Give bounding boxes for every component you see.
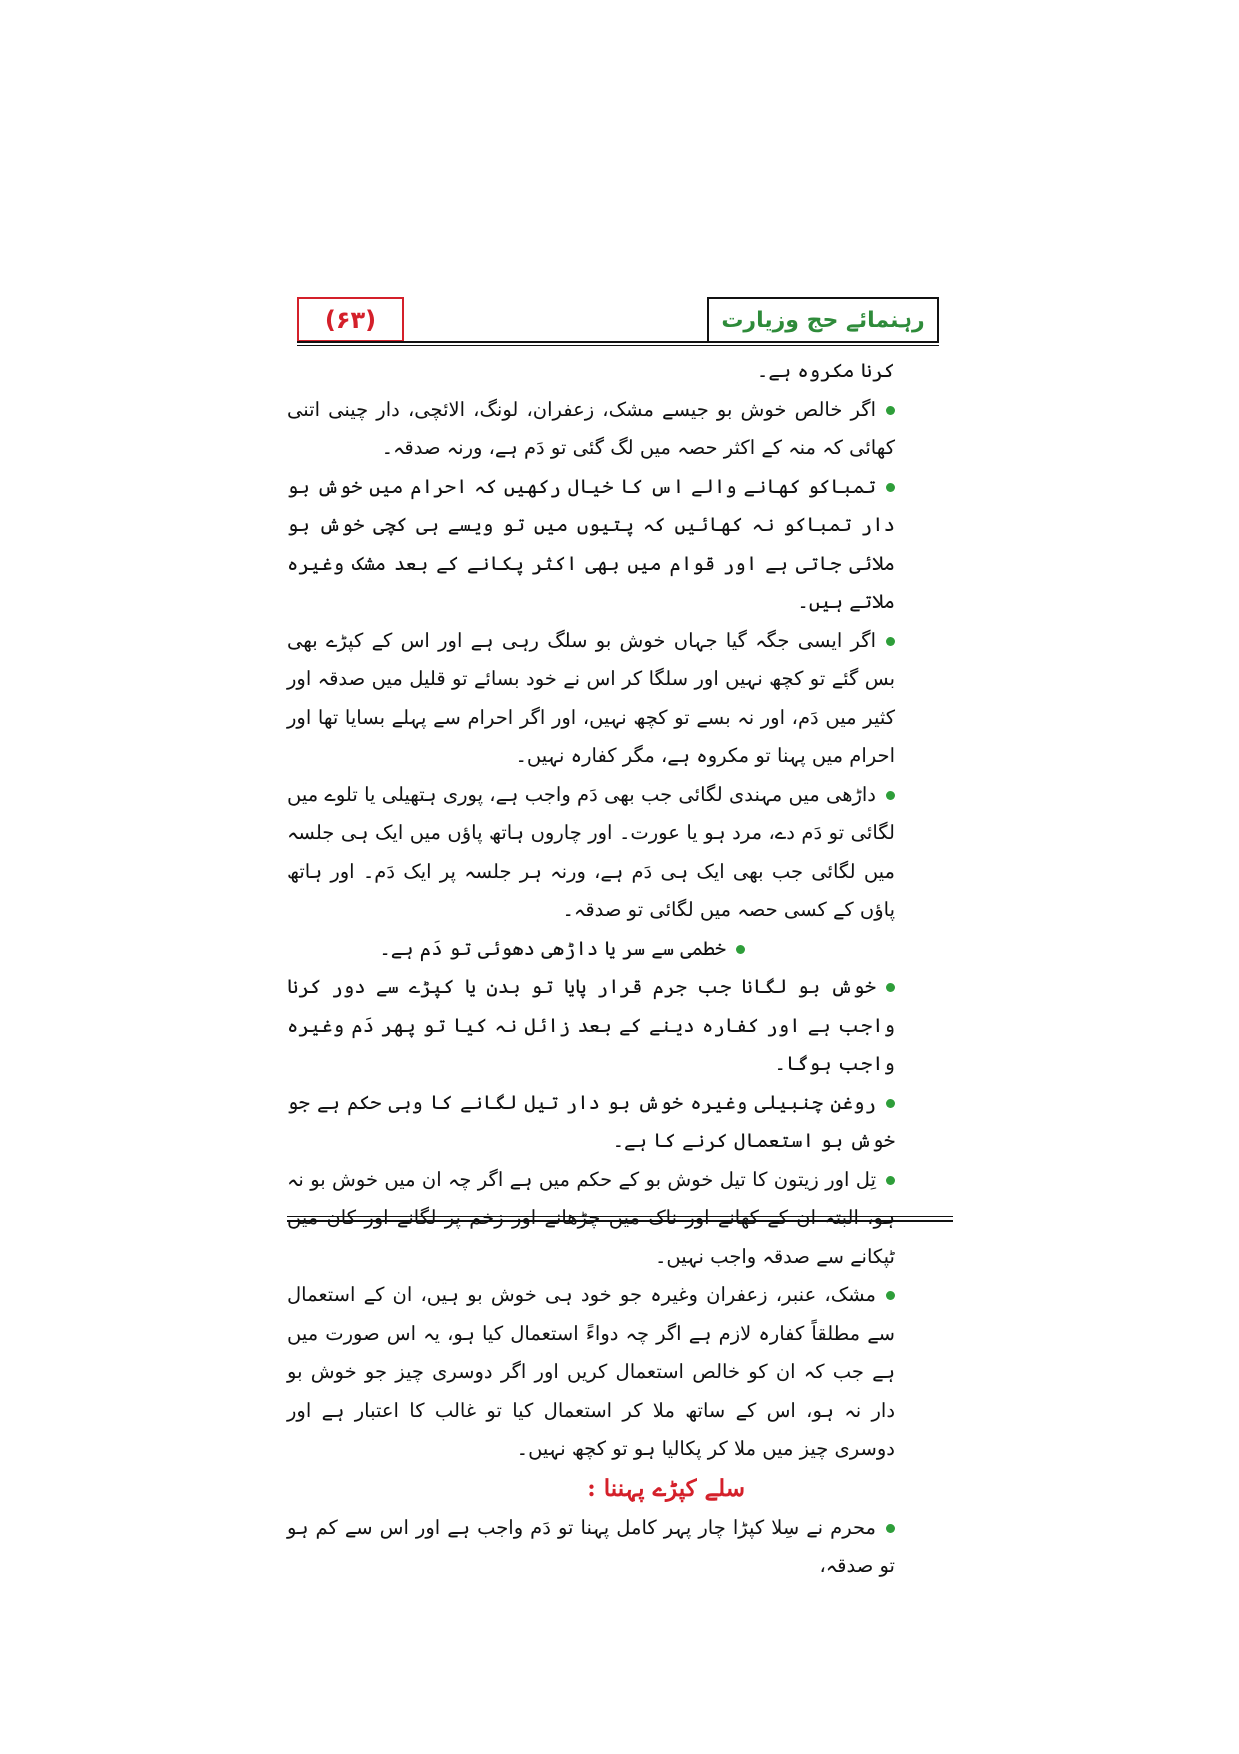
footer-rule xyxy=(287,1220,953,1222)
paragraph-text: تمباکو کھانے والے اس کا خیال رکھیں کہ احرام میں خوش بو دار تمباکو نہ کھائیں کہ پتیوں میں تو ویسے ہی کچی خوش بو ملائی جاتی ہے اور قوام میں بھی اکثر پکانے کے بعد مشک وغیرہ ملاتے ہیں۔ xyxy=(287,474,895,613)
paragraph-text: اگر ایسی جگہ گیا جہاں خوش بو سلگ رہی ہے اور اس کے کپڑے بھی بس گئے تو کچھ نہیں اور سلگا کر اس نے خود بسائے تو قلیل میں صدقہ اور کثیر میں دَم، اور نہ بسے تو کچھ نہیں، اور اگر احرام سے پہلے بسایا تھا اور احرام میں پہنا تو مکروہ ہے، مگر کفارہ نہیں۔ xyxy=(287,628,895,767)
paragraph-continuation xyxy=(287,352,895,391)
header-rule-thin xyxy=(297,345,939,346)
bullet-paragraph xyxy=(287,1084,895,1161)
page-number: (۶۳) xyxy=(324,305,377,334)
bullet-dot-icon xyxy=(886,983,895,992)
bullet-paragraph xyxy=(287,1161,895,1277)
bullet-dot-icon xyxy=(886,406,895,415)
page-body xyxy=(287,352,895,1586)
bullet-dot-icon xyxy=(886,791,895,800)
bullet-dot-icon xyxy=(886,1291,895,1300)
bullet-paragraph xyxy=(287,930,895,969)
bullet-dot-icon xyxy=(736,945,745,954)
paragraph-text: مشک، عنبر، زعفران وغیرہ جو خود ہی خوش بو ہیں، ان کے استعمال سے مطلقاً کفارہ لازم ہے اگر چہ دواءً استعمال کیا ہو، یہ اس صورت میں ہے جب کہ ان کو خالص استعمال کریں اور اگر دوسری چیز جو خوش بو دار نہ ہو، اس کے ساتھ ملا کر استعمال کیا تو غالب کا اعتبار ہے اور دوسری چیز میں ملا کر پکالیا ہو تو کچھ نہیں۔ xyxy=(287,1283,895,1460)
header-rule xyxy=(297,341,939,343)
paragraph-text: کرنا مکروہ ہے۔ xyxy=(756,359,895,382)
bullet-paragraph xyxy=(287,622,895,776)
bullet-paragraph xyxy=(287,1509,895,1586)
bullet-paragraph xyxy=(287,968,895,1084)
bullet-dot-icon xyxy=(886,637,895,646)
section-heading: سلے کپڑے پہننا : xyxy=(587,1474,745,1502)
footer-rule-thin xyxy=(287,1216,953,1217)
paragraph-text: محرم نے سِلا کپڑا چار پہر کامل پہنا تو دَم واجب ہے اور اس سے کم ہو تو صدقہ، xyxy=(287,1515,895,1577)
bullet-paragraph xyxy=(287,776,895,930)
paragraph-text: داڑھی میں مہندی لگائی جب بھی دَم واجب ہے، پوری ہتھیلی یا تلوے میں لگائی تو دَم دے، مرد ہو یا عورت۔ اور چاروں ہاتھ پاؤں میں ایک ہی جلسہ میں لگائی جب بھی ایک ہی دَم ہے، ورنہ ہر جلسہ پر ایک دَم۔ اور ہاتھ پاؤں کے کسی حصہ میں لگائی تو صدقہ۔ xyxy=(287,782,895,921)
paragraph-text: روغن چنبیلی وغیرہ خوش بو دار تیل لگانے کا وہی حکم ہے جو خوش بو استعمال کرنے کا ہے۔ xyxy=(287,1090,895,1152)
bullet-dot-icon xyxy=(886,483,895,492)
paragraph-text: خوش بو لگانا جب جرم قرار پایا تو بدن یا کپڑے سے دور کرنا واجب ہے اور کفارہ دینے کے بعد زائل نہ کیا تو پھر دَم وغیرہ واجب ہوگا۔ xyxy=(287,975,895,1075)
book-title: رہنمائے حج وزیارت xyxy=(721,308,925,333)
paragraph-text: اگر خالص خوش بو جیسے مشک، زعفران، لونگ، الائچی، دار چینی اتنی کھائی کہ منہ کے اکثر حصہ میں لگ گئی تو دَم ہے، ورنہ صدقہ۔ xyxy=(287,397,895,459)
paragraph-text: تِل اور زیتون کا تیل خوش بو کے حکم میں ہے اگر چہ ان میں خوش بو نہ ہو، البتہ ان کے کھانے اور ناک میں چڑھانے اور زخم پر لگانے اور کان میں ٹپکانے سے صدقہ واجب نہیں۔ xyxy=(287,1167,895,1268)
bullet-dot-icon xyxy=(886,1524,895,1533)
paragraph-text: خطمی سے سر یا داڑھی دھوئی تو دَم ہے۔ xyxy=(379,936,726,960)
bullet-paragraph xyxy=(287,1276,895,1469)
bullet-dot-icon xyxy=(886,1099,895,1108)
bullet-dot-icon xyxy=(886,1176,895,1185)
bullet-paragraph xyxy=(287,468,895,622)
bullet-paragraph xyxy=(287,391,895,468)
page-number-box xyxy=(297,297,404,342)
book-title-box xyxy=(707,297,939,342)
